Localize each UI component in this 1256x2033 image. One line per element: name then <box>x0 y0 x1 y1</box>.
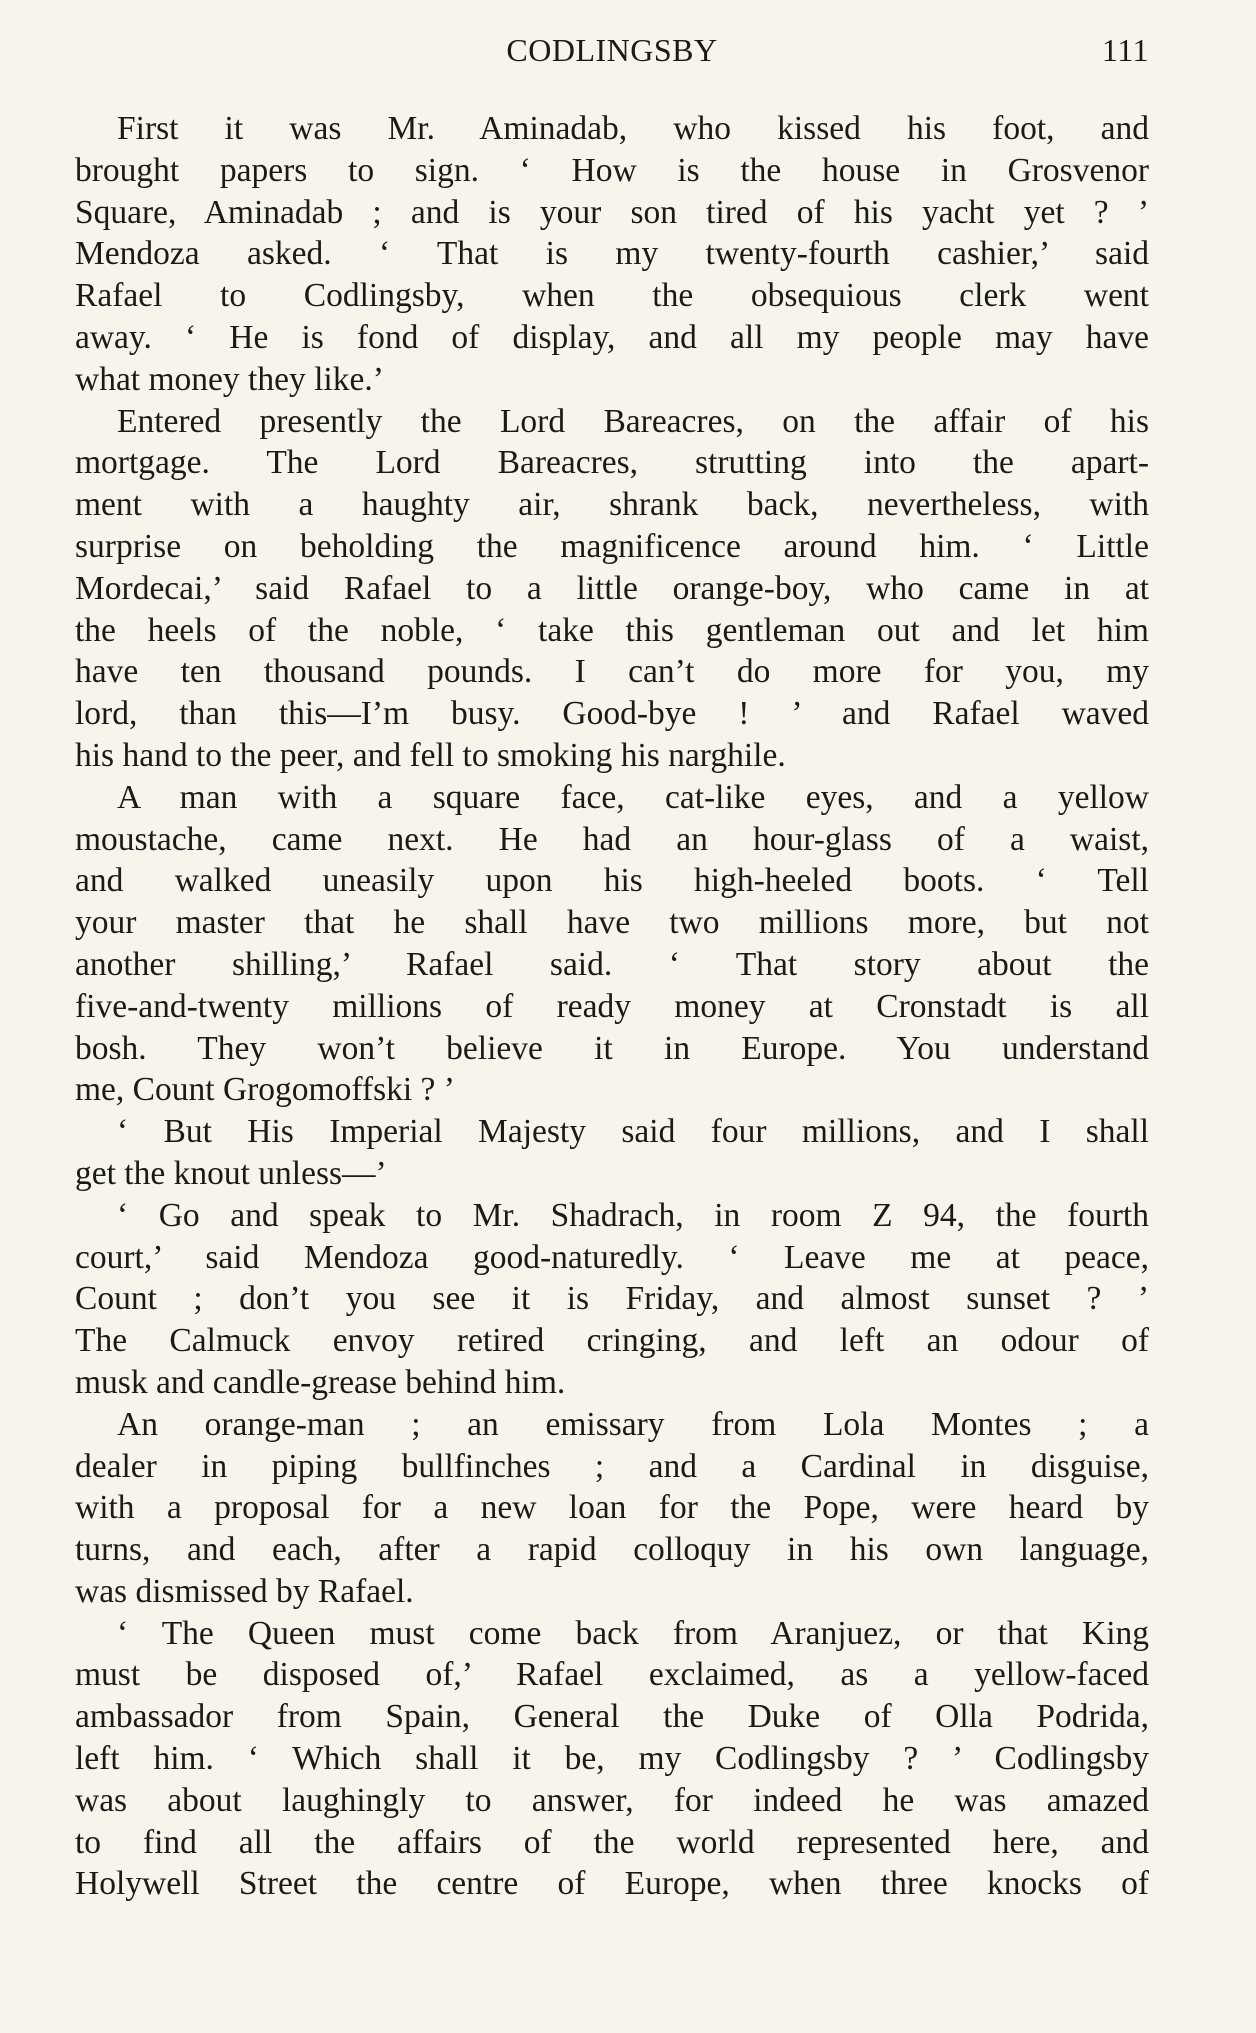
text-line: An orange-man ; an emissary from Lola Montes ; a <box>117 1405 1149 1443</box>
text-line: ment with a haughty air, shrank back, nevertheless, with <box>75 486 1149 524</box>
text-line: was about laughingly to answer, for indeed he was amazed <box>75 1781 1149 1819</box>
text-line: First it was Mr. Aminadab, who kissed his foot, and <box>117 110 1149 147</box>
text-line: mortgage. The Lord Bareacres, strutting into the apart- <box>75 444 1149 482</box>
text-line: Mordecai,’ said Rafael to a little orange-boy, who came in at <box>75 569 1149 607</box>
text-line: have ten thousand pounds. I can’t do more for you, my <box>75 653 1149 691</box>
text-line: get the knout unless—’ <box>75 1154 387 1192</box>
text-line: Entered presently the Lord Bareacres, on the affair of his <box>117 402 1149 440</box>
body-text <box>75 108 1149 1905</box>
text-line: turns, and each, after a rapid colloquy in his own language, <box>75 1531 1149 1569</box>
text-line: The Calmuck envoy retired cringing, and left an odour of <box>75 1322 1149 1360</box>
text-line: left him. ‘ Which shall it be, my Codlingsby ? ’ Codlingsby <box>75 1740 1149 1778</box>
text-line: A man with a square face, cat-like eyes, and a yellow <box>117 778 1149 816</box>
text-line: and walked uneasily upon his high-heeled boots. ‘ Tell <box>75 862 1149 900</box>
text-line: your master that he shall have two millions more, but not <box>75 904 1149 942</box>
text-line: Count ; don’t you see it is Friday, and almost sunset ? ’ <box>75 1280 1149 1318</box>
text-line: court,’ said Mendoza good-naturedly. ‘ Leave me at peace, <box>75 1238 1149 1276</box>
text-line: Holywell Street the centre of Europe, when three knocks of <box>75 1865 1149 1903</box>
text-line: musk and candle-grease behind him. <box>75 1363 566 1401</box>
text-line: ‘ Go and speak to Mr. Shadrach, in room Z 94, the fourth <box>117 1196 1149 1234</box>
text-line: ambassador from Spain, General the Duke of Olla Podrida, <box>75 1698 1149 1736</box>
text-line: moustache, came next. He had an hour-glass of a waist, <box>75 820 1149 858</box>
text-line: brought papers to sign. ‘ How is the house in Grosvenor <box>75 151 1149 189</box>
text-line: me, Count Grogomoffski ? ’ <box>75 1071 455 1109</box>
text-line: ‘ But His Imperial Majesty said four millions, and I shall <box>117 1113 1149 1151</box>
page-number: 111 <box>1101 32 1149 68</box>
text-line: must be disposed of,’ Rafael exclaimed, as a yellow-faced <box>75 1656 1149 1694</box>
running-head-title: CODLINGSBY <box>506 32 718 68</box>
text-line: the heels of the noble, ‘ take this gentleman out and let him <box>75 611 1149 649</box>
text-line: what money they like.’ <box>75 360 384 398</box>
text-line: Square, Aminadab ; and is your son tired of his yacht yet ? ’ <box>75 193 1149 231</box>
text-line: dealer in piping bullfinches ; and a Cardinal in disguise, <box>75 1447 1149 1485</box>
text-line: five-and-twenty millions of ready money at Cronstadt is all <box>75 987 1149 1025</box>
text-line: with a proposal for a new loan for the Pope, were heard by <box>75 1489 1149 1527</box>
text-line: to find all the affairs of the world represented here, and <box>75 1823 1149 1861</box>
text-line: ‘ The Queen must come back from Aranjuez, or that King <box>117 1614 1149 1652</box>
text-line: Mendoza asked. ‘ That is my twenty-fourth cashier,’ said <box>75 235 1149 273</box>
text-line: was dismissed by Rafael. <box>75 1572 414 1610</box>
text-line: his hand to the peer, and fell to smoking his narghile. <box>75 736 786 774</box>
text-line: another shilling,’ Rafael said. ‘ That story about the <box>75 945 1149 983</box>
text-line: Rafael to Codlingsby, when the obsequious clerk went <box>75 277 1149 315</box>
text-line: surprise on beholding the magnificence around him. ‘ Little <box>75 527 1149 565</box>
running-head <box>75 28 1149 72</box>
text-line: away. ‘ He is fond of display, and all my people may have <box>75 318 1149 356</box>
text-line: bosh. They won’t believe it in Europe. You understand <box>75 1029 1149 1067</box>
text-line: lord, than this—I’m busy. Good-bye ! ’ and Rafael waved <box>75 695 1149 733</box>
